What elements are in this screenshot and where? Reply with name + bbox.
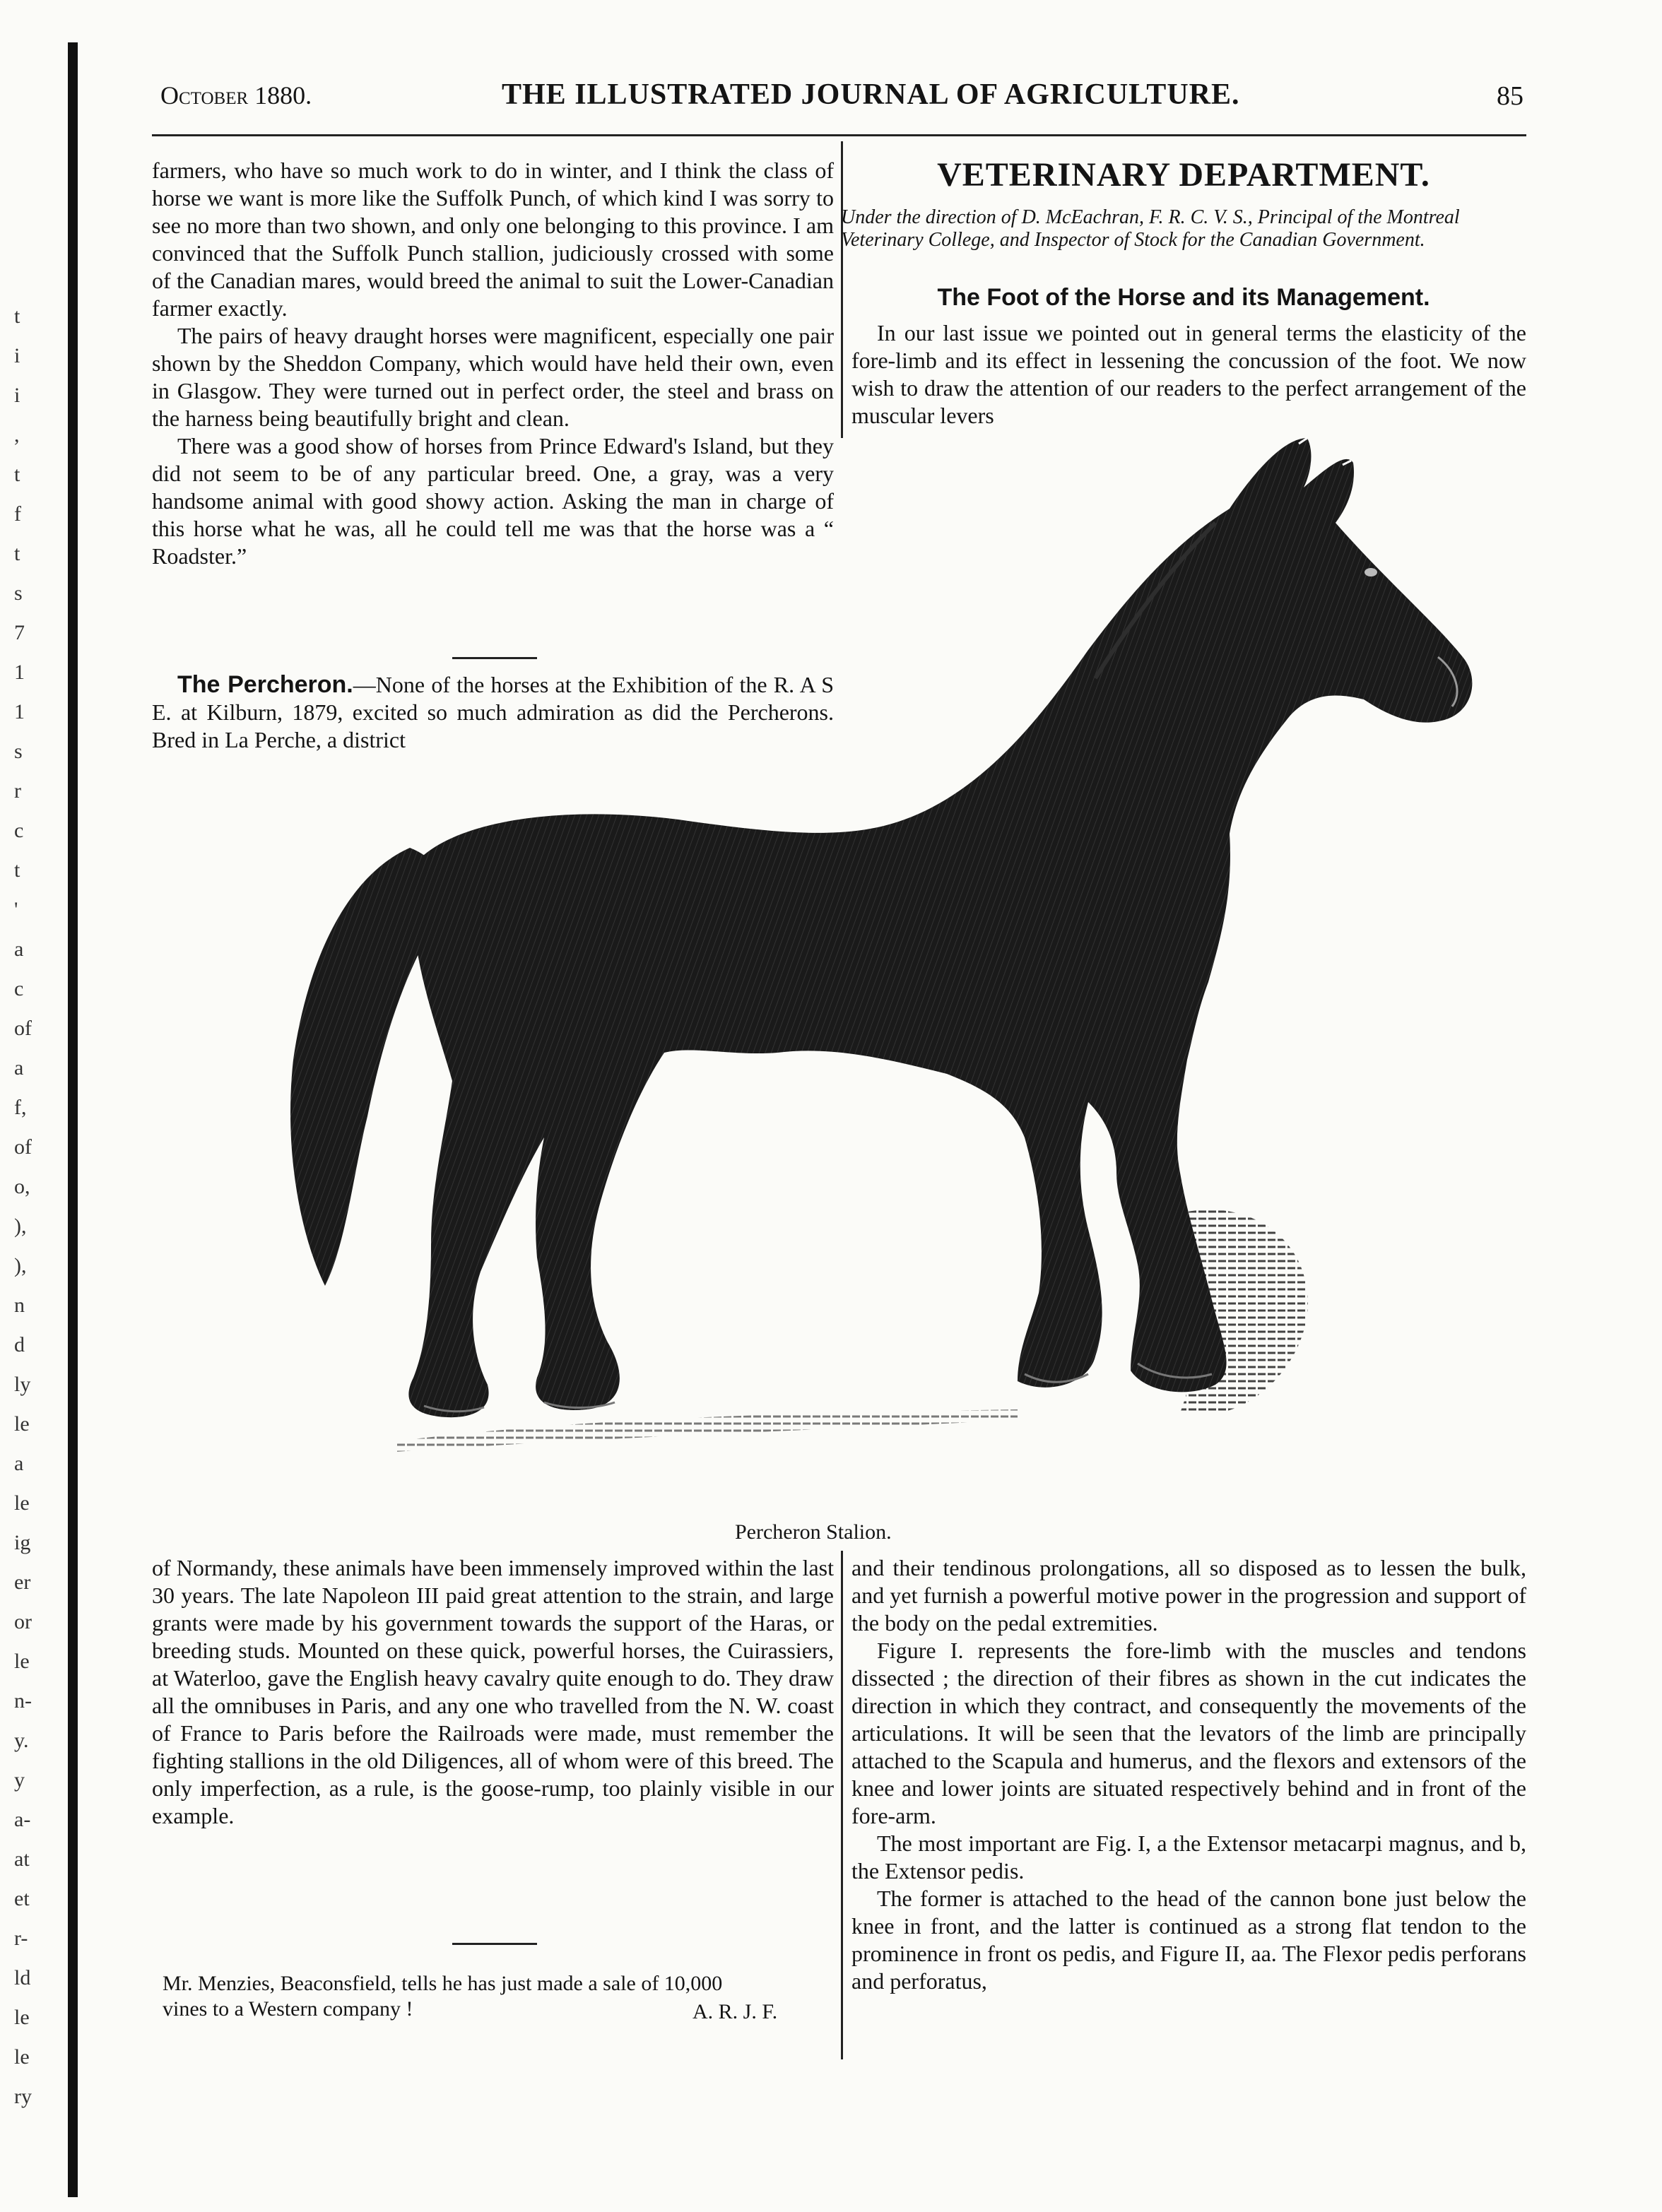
bleed-fragment: f xyxy=(14,502,21,526)
bleed-fragment: , xyxy=(14,423,20,446)
bleed-fragment: c xyxy=(14,819,24,842)
bleed-fragment: s xyxy=(14,581,23,605)
bleed-fragment: n- xyxy=(14,1689,32,1713)
vet-department-subtitle: Under the direction of D. McEachran, F. R. C. V. S., Principal of the Montreal Veterinary College, and Inspector of Stock for the Canadian Government. xyxy=(841,206,1460,251)
bleed-fragment: ld xyxy=(14,1966,31,1989)
paragraph: farmers, who have so much work to do in winter, and I think the class of horse we want is more like the Suffolk Punch, of which kind I was sorry to see no more than two shown, and only one belonging to this province. I am convinced that the Suffolk Punch stallion, judiciously crossed with some of the Canadian mares, would breed the animal to suit the Lower-Canadian farmer exactly. xyxy=(152,158,834,321)
paragraph: The pairs of heavy draught horses were magnificent, especially one pair shown by the Sheddon Company, which would have held their own, even in Glasgow. They were turned out in perfect order, the steel and brass on the harness being beautifully bright and clean. xyxy=(152,323,834,431)
page-header xyxy=(152,78,1526,120)
bleed-fragment: or xyxy=(14,1610,32,1633)
bleed-fragment: le xyxy=(14,1650,30,1673)
bleed-fragment: ), xyxy=(14,1254,27,1277)
bleed-fragment: i xyxy=(14,384,20,407)
paragraph: The former is attached to the head of the cannon bone just below the knee in front, and the latter is continued as a strong flat tendon to the prominence in front os pedis, and Figure II, aa. The Flexor pedis perforans and perforatus, xyxy=(851,1886,1526,1994)
bleed-fragment: a xyxy=(14,1056,24,1080)
percheron-heading: The Percheron. xyxy=(177,671,353,698)
signature: A. R. J. F. xyxy=(692,2000,778,2023)
paragraph: —None of the horses at the Exhibition of the R. A S E. at Kilburn, 1879, excited so much admiration as did the Percherons. Bred in La Perche, a district xyxy=(152,672,835,752)
bleed-fragment: y xyxy=(14,1768,25,1792)
article-title: The Foot of the Horse and its Management. xyxy=(937,284,1430,311)
bleed-fragment: le xyxy=(14,1491,30,1515)
bleed-fragment: of xyxy=(14,1135,32,1159)
bleed-fragment: ig xyxy=(14,1531,31,1554)
bleed-fragment: r- xyxy=(14,1927,28,1950)
margin-bleed-text xyxy=(14,297,64,2108)
paragraph: Figure I. represents the fore-limb with the muscles and tendons dissected ; the direction of their fibres as shown in the cut indicates the direction in which they contract, and consequently the movements of the articulations. It will be seen that the levators of the limb are principally attached to the Scapula and humerus, and the flexors and extensors of the knee and lower joints are situated respectively behind and in front of the fore-arm. xyxy=(851,1638,1526,1828)
binding-spine xyxy=(68,42,78,2197)
bleed-fragment: le xyxy=(14,2006,30,2029)
bleed-fragment: i xyxy=(14,344,20,367)
bleed-fragment: n xyxy=(14,1294,25,1317)
paragraph: There was a good show of horses from Prince Edward's Island, but they did not seem to be of any particular breed. One, a gray, was a very handsome animal with good showy action. Asking the man in charge of this horse what he was, all he could tell me was that the horse was a “ Roadster.” xyxy=(152,433,834,569)
paragraph: In our last issue we pointed out in general terms the elasticity of the fore-limb and its effect in lessening the concussion of the foot. We now wish to draw the attention of our readers to the perfect arrangement of the muscular levers xyxy=(851,320,1526,428)
bleed-fragment: o, xyxy=(14,1175,30,1198)
bleed-fragment: t xyxy=(14,463,20,486)
paragraph: The most important are Fig. I, a the Extensor metacarpi magnus, and b, the Extensor pedis. xyxy=(851,1830,1526,1883)
bleed-fragment: t xyxy=(14,304,20,328)
bleed-fragment: ' xyxy=(14,898,18,921)
horse-engraving xyxy=(170,424,1512,1533)
bleed-fragment: t xyxy=(14,542,20,565)
bleed-fragment: ), xyxy=(14,1214,27,1238)
bleed-fragment: of xyxy=(14,1017,32,1040)
bleed-fragment: c xyxy=(14,977,24,1000)
left-column-bottom xyxy=(152,1554,834,1830)
bleed-fragment: s xyxy=(14,740,23,763)
bleed-fragment: a xyxy=(14,1452,24,1475)
vet-department-title: VETERINARY DEPARTMENT. xyxy=(937,156,1430,194)
vet-article-intro xyxy=(851,319,1526,430)
bleed-fragment: er xyxy=(14,1571,31,1594)
bleed-fragment: a- xyxy=(14,1808,31,1831)
column-divider xyxy=(841,1551,843,2059)
bleed-fragment: d xyxy=(14,1333,25,1356)
bleed-fragment: a xyxy=(14,938,24,961)
bleed-fragment: f, xyxy=(14,1096,27,1119)
menzies-note: Mr. Menzies, Beaconsfield, tells he has just made a sale of 10,000 vines to a Western company ! xyxy=(163,1972,723,2021)
bleed-fragment: le xyxy=(14,2045,30,2069)
figure-caption: Percheron Stalion. xyxy=(735,1520,892,1544)
bleed-fragment: 1 xyxy=(14,661,25,684)
header-rule xyxy=(152,134,1526,136)
bleed-fragment: y. xyxy=(14,1729,29,1752)
percheron-illustration xyxy=(170,424,1512,1533)
bleed-fragment: t xyxy=(14,858,20,882)
bleed-fragment: 1 xyxy=(14,700,25,723)
bleed-fragment: r xyxy=(14,779,21,803)
journal-title: THE ILLUSTRATED JOURNAL OF AGRICULTURE. xyxy=(502,78,1240,111)
right-column-bottom xyxy=(851,1554,1526,1995)
header-date: October 1880. xyxy=(160,81,312,110)
bleed-fragment: ry xyxy=(14,2085,32,2108)
bleed-fragment: le xyxy=(14,1412,30,1436)
bleed-fragment: et xyxy=(14,1887,30,1910)
paragraph: of Normandy, these animals have been immensely improved within the last 30 years. The late Napoleon III paid great attention to the strain, and large grants were made by his government towards the support of the Haras, or breeding studs. Mounted on these quick, powerful horses, the Cuirassiers, at Waterloo, gave the English heavy cavalry quite enough to do. They draw all the omnibuses in Paris, and any one who travelled from the N. W. coast of France to Paris before the Railroads were made, must remember the fighting stallions in the old Diligences, all of whom were of this breed. The only imperfection, as a rule, is the goose-rump, too plainly visible in our example. xyxy=(152,1555,834,1828)
section-divider xyxy=(452,1943,537,1945)
paragraph: and their tendinous prolongations, all so disposed as to lessen the bulk, and yet furnish a powerful motive power in the progression and support of the body on the pedal extremities. xyxy=(851,1555,1526,1636)
bleed-fragment: ly xyxy=(14,1373,31,1396)
bleed-fragment: 7 xyxy=(14,621,25,644)
page-number: 85 xyxy=(1497,81,1524,111)
bleed-fragment: at xyxy=(14,1847,30,1871)
